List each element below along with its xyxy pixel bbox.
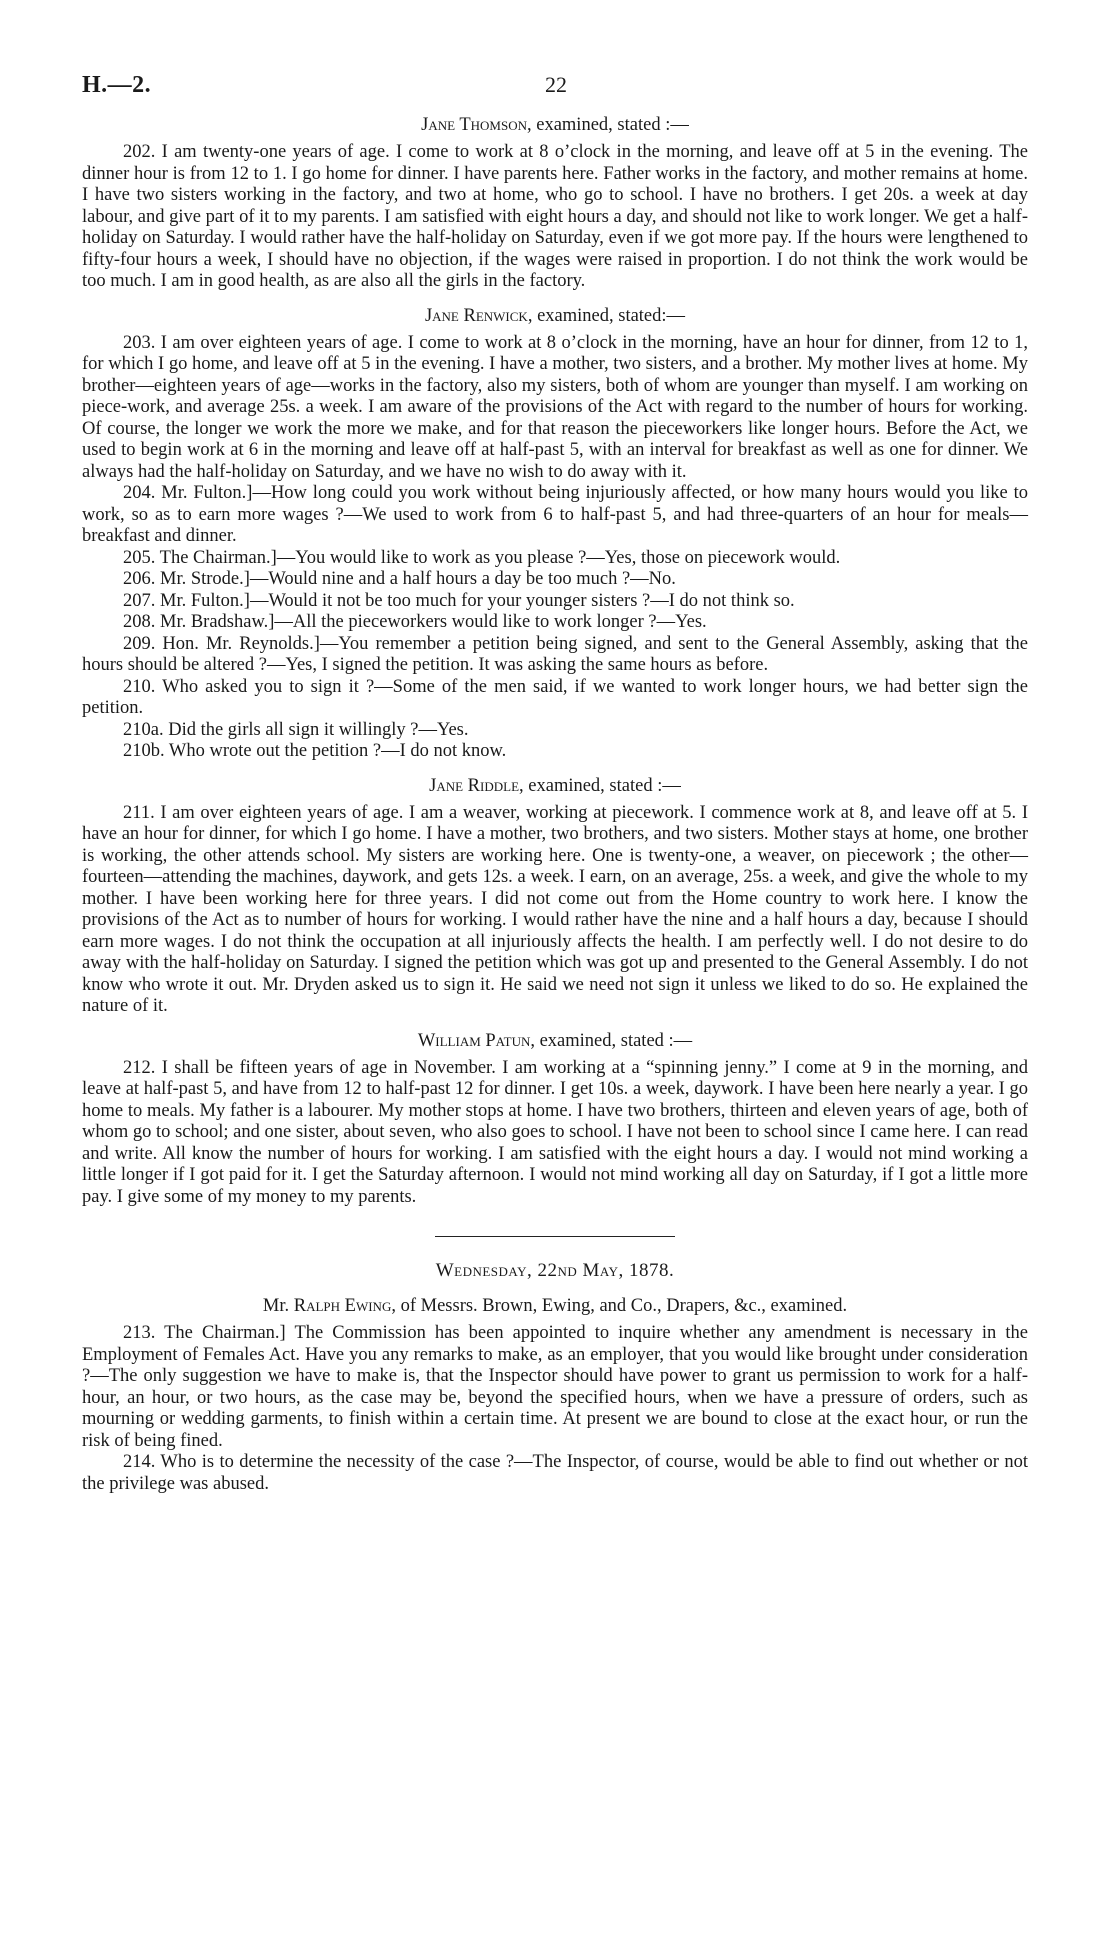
testimony-paragraph: 210. Who asked you to sign it ?—Some of the men said, if we wanted to work longer hours, we had better sign the petition. bbox=[82, 676, 1028, 718]
witness-heading bbox=[82, 1295, 1028, 1318]
date-heading: Wednesday, 22nd May, 1878. bbox=[435, 1260, 675, 1281]
testimony-paragraph: 203. I am over eighteen years of age. I come to work at 8 o’clock in the morning, have an hour for dinner, from 12 to 1, for which I go home, and leave off at 5 in the evening. I have a mother, two sisters, and a brother. My mother lives at home. My brother—eighteen years of age—works in the factory, also my sisters, both of whom are younger than myself. I am working on piece-work, and average 25s. a week. I am aware of the provisions of the Act with regard to the number of hours for working. Of course, the longer we work the more we make, and for that reason the pieceworkers like longer hours. Before the Act, we used to begin work at 6 in the morning and leave off at half-past 5, with an interval for breakfast as well as one for dinner. We always had the half-holiday on Saturday, and we have no wish to do away with it. bbox=[82, 332, 1028, 482]
testimony-paragraph: 212. I shall be fifteen years of age in November. I am working at a “spinning jenny.” I come at 9 in the morning, and leave at half-past 5, and have from 12 to half-past 12 for dinner. I get 10s. a week, daywork. I have been here nearly a year. I go home to meals. My father is a labourer. My mother stops at home. I have two brothers, thirteen and eleven years of age, both of whom go to school; and one sister, about seven, who also goes to school. I have not been to school since I came here. I can read and write. All know the number of hours for working. I am satisfied with the eight hours a day. I would not mind working a little longer if I got paid for it. I get the Saturday afternoon. I would not mind working all day on Saturday, if I got a little more pay. I give some of my money to my parents. bbox=[82, 1057, 1028, 1207]
testimony-paragraph: 213. The Chairman.] The Commission has been appointed to inquire whether any amendment is necessary in the Employment of Females Act. Have you any remarks to make, as an employer, that you would like brought under consideration ?—The only suggestion we have to make is, that the Inspector should have power to grant us permission to work for a half-hour, an hour, or two hours, as the case may be, beyond the specified hours, when we have a pressure of orders, such as mourning or wedding garments, to finish within a certain time. At present we are bound to close at the exact hour, or run the risk of being fined. bbox=[82, 1323, 1028, 1451]
witness-heading-suffix: , examined, stated :— bbox=[519, 775, 681, 796]
witness-name: Jane Thomson bbox=[421, 115, 527, 135]
testimony-paragraph: 211. I am over eighteen years of age. I am a weaver, working at piecework. I commence work at 8, and leave off at 5. I have an hour for dinner, for which I go home. I have a mother, two brothers, and two sisters. Mother stays at home, one brother is working, the other attends school. My sisters are working here. One is twenty-one, a weaver, on piecework ; the other—fourteen—attending the machines, daywork, and gets 12s. a week. I earn, on an average, 25s. a week, and give the whole to my mother. I have been working here for three years. I did not come out from the Home country to work here. I know the provisions of the Act as to number of hours for working. I would rather have the nine and a half hours a day, because I should earn more wages. I do not think the occupation at all injuriously affects the health. I am perfectly well. I do not desire to do away with the half-holiday on Saturday. I signed the petition which was got up and presented to the General Assembly. I do not know who wrote it out. Mr. Dryden asked us to sign it. He said we need not sign it unless we liked to do so. He explained the nature of it. bbox=[82, 802, 1028, 1016]
witness-heading bbox=[82, 1030, 1028, 1053]
witness-heading-suffix: , examined, stated :— bbox=[530, 1030, 693, 1051]
testimony-paragraph: 214. Who is to determine the necessity of the case ?—The Inspector, of course, would be able to find out whether or not the privilege was abused. bbox=[82, 1452, 1028, 1494]
witness-heading bbox=[82, 114, 1028, 137]
witness-heading-suffix: , examined, stated:— bbox=[527, 305, 686, 326]
testimony-paragraph: 204. Mr. Fulton.]—How long could you work without being injuriously affected, or how many hours would you like to work, so as to earn more wages ?—We used to work from 6 to half-past 5, and had three-quarters of an hour for meals—breakfast and dinner. bbox=[82, 483, 1028, 546]
document-page bbox=[82, 62, 1028, 1495]
witness-title: Mr. bbox=[262, 1296, 294, 1316]
witness-heading bbox=[82, 305, 1028, 328]
witness-name: Jane Renwick bbox=[424, 305, 528, 326]
testimony-paragraph: 202. I am twenty-one years of age. I come to work at 8 o’clock in the morning, and leave off at 5 in the evening. The dinner hour is from 12 to 1. I go home for dinner. I have parents here. Father works in the factory, and mother remains at home. I have two sisters working in the factory, and two at home, who go to school. I have no brothers. I get 20s. a week at day labour, and give part of it to my parents. I am satisfied with eight hours a day, and should not like to work longer. We get a half-holiday on Saturday. I would rather have the half-holiday on Saturday, even if we got more pay. If the hours were lengthened to fifty-four hours a week, I should have no objection, if the wages were raised in proportion. I do not think the work would be too much. I am in good health, as are also all the girls in the factory. bbox=[82, 142, 1028, 291]
page-number: 22 bbox=[545, 72, 567, 97]
testimony-paragraph: 210a. Did the girls all sign it willingly ?—Yes. bbox=[123, 719, 469, 740]
witness-heading-suffix: , examined, stated :— bbox=[527, 115, 689, 135]
witness-heading bbox=[82, 775, 1028, 798]
section-divider bbox=[435, 1236, 675, 1237]
witness-heading-suffix: , of Messrs. Brown, Ewing, and Co., Drapers, &c., examined. bbox=[391, 1296, 848, 1316]
witness-name: William Patun bbox=[417, 1030, 531, 1051]
testimony-paragraph: 210b. Who wrote out the petition ?—I do not know. bbox=[123, 741, 507, 761]
testimony-paragraph: 205. The Chairman.]—You would like to work as you please ?—Yes, those on piecework would. bbox=[123, 547, 841, 568]
testimony-paragraph: 207. Mr. Fulton.]—Would it not be too much for your younger sisters ?—I do not think so. bbox=[123, 590, 795, 611]
witness-name: Ralph Ewing bbox=[293, 1296, 392, 1316]
testimony-paragraph: 206. Mr. Strode.]—Would nine and a half hours a day be too much ?—No. bbox=[123, 569, 676, 589]
report-code: H.—2. bbox=[82, 72, 152, 98]
testimony-paragraph: 209. Hon. Mr. Reynolds.]—You remember a petition being signed, and sent to the General Assembly, asking that the hours should be altered ?—Yes, I signed the petition. It was asking the same hours as before. bbox=[82, 633, 1028, 675]
testimony-paragraph: 208. Mr. Bradshaw.]—All the pieceworkers would like to work longer ?—Yes. bbox=[123, 612, 707, 632]
witness-name: Jane Riddle bbox=[429, 775, 520, 796]
page-header bbox=[82, 62, 1028, 102]
